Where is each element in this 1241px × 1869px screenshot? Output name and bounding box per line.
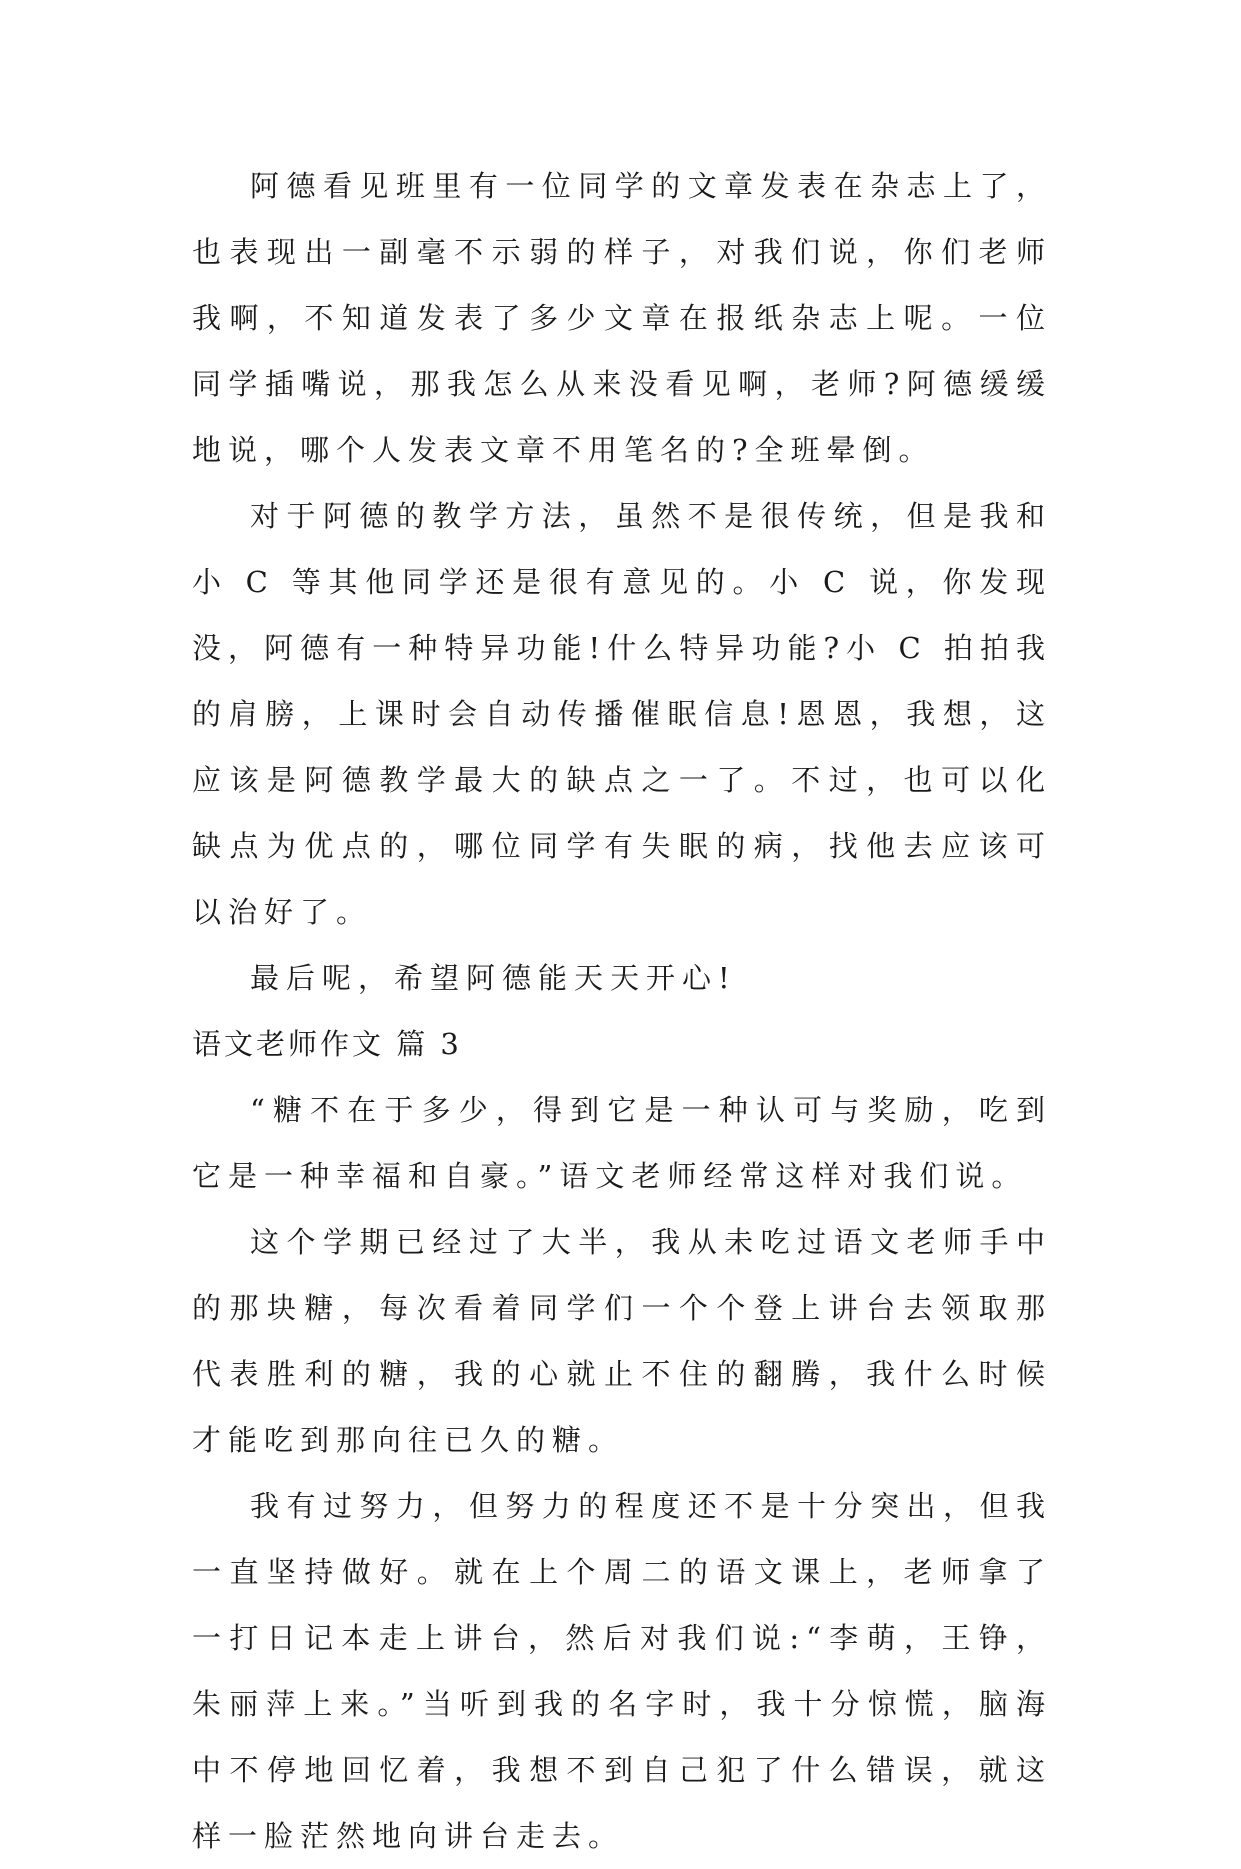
document-body <box>192 153 1052 1869</box>
section-title: 语文老师作文 篇 3 <box>192 1027 462 1061</box>
paragraph: 这个学期已经过了大半，我从未吃过语文老师手中的那块糖，每次看着同学们一个个登上讲台去领取那代表胜利的糖，我的心就止不住的翻腾，我什么时候才能吃到那向往已久的糖。 <box>192 1225 1052 1457</box>
paragraph: 最后呢，希望阿德能天天开心! <box>250 961 737 995</box>
paragraph: 阿德看见班里有一位同学的文章发表在杂志上了，也表现出一副毫不示弱的样子，对我们说，你们老师我啊，不知道发表了多少文章在报纸杂志上呢。一位同学插嘴说，那我怎么从来没看见啊，老师?阿德缓缓地说，哪个人发表文章不用笔名的?全班晕倒。 <box>192 169 1052 467</box>
paragraph: 对于阿德的教学方法，虽然不是很传统，但是我和小 C 等其他同学还是很有意见的。小 C 说，你发现没，阿德有一种特异功能!什么特异功能?小 C 拍拍我的肩膀，上课时会自动传播催眠信息!恩恩，我想，这应该是阿德教学最大的缺点之一了。不过，也可以化缺点为优点的，哪位同学有失眠的病，找他去应该可以治好了。 <box>192 499 1052 929</box>
paragraph: 我有过努力，但努力的程度还不是十分突出，但我一直坚持做好。就在上个周二的语文课上，老师拿了一打日记本走上讲台，然后对我们说:“李萌，王铮，朱丽萍上来。”当听到我的名字时，我十分惊慌，脑海中不停地回忆着，我想不到自己犯了什么错误，就这样一脸茫然地向讲台走去。 <box>192 1489 1052 1853</box>
paragraph: “糖不在于多少，得到它是一种认可与奖励，吃到它是一种幸福和自豪。”语文老师经常这样对我们说。 <box>192 1093 1052 1193</box>
